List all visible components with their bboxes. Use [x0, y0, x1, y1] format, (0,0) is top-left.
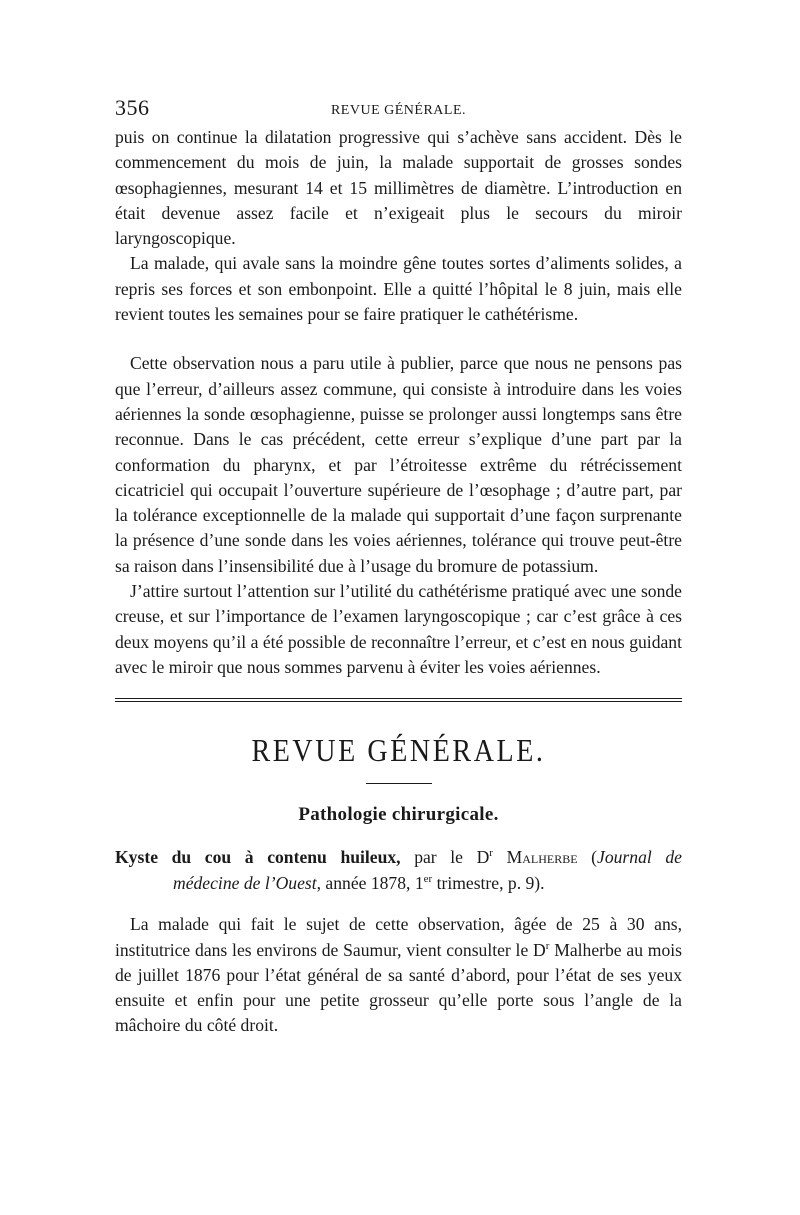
running-header [115, 95, 682, 125]
section-title: REVUE GÉNÉRALE. [251, 733, 546, 770]
article-dr-superscript: r [489, 847, 493, 860]
paragraph-5-dr-superscript: r [545, 939, 550, 952]
paragraph-4: J’attire surtout l’attention sur l’utilité du cathétérisme pratiqué avec une sonde creuse, et sur l’importance de l’examen laryngoscopique ; car c’est grâce à ces deux moyens qu’il a été possible de reconnaître l’erreur, et c’est en nous guidant avec le miroir que nous sommes parvenu à éviter les voies aériennes. [115, 581, 682, 677]
running-title: REVUE GÉNÉRALE. [330, 103, 467, 118]
title-underline [366, 783, 432, 784]
article-heading-line-1 [115, 844, 682, 870]
section-divider [115, 698, 682, 702]
document-page [115, 95, 682, 1039]
article-journal-open: ( [577, 847, 598, 868]
paragraph-5-part-1: La malade qui fait le sujet de cette observation, âgée de 25 à 30 ans, institutrice dans les environs de Saumur, vient consulter le D [115, 914, 682, 960]
article-journal-line-2: médecine de l’Ouest [173, 873, 317, 894]
paragraph-5-part-2: Malherbe au mois de juillet 1876 pour l’état général de sa santé d’abord, pour l’état de ses yeux ensuite et enfin pour une petite grosseur qu’elle porte sous l’angle de la mâchoire du côté droit. [115, 939, 682, 1036]
article-heading-line-2 [115, 870, 682, 896]
article-trimester: trimestre, p. 9). [432, 873, 545, 894]
article-ordinal-superscript: er [423, 873, 433, 886]
subsection-title: Pathologie chirurgicale. [298, 804, 499, 826]
article-heading [115, 844, 682, 896]
article-year: , année 1878, 1 [316, 873, 424, 894]
final-text [115, 912, 682, 1038]
paragraph-3: Cette observation nous a paru utile à publier, parce que nous ne pensons pas que l’erreur, d’ailleurs assez commune, qui consiste à introduire dans les voies aériennes la sonde œsophagienne, puisse se prolonger aussi longtemps sans être reconnue. Dans le cas précédent, cette erreur s’explique d’une part par la conformation du pharynx, et par l’étroitesse extrême du rétrécissement cicatriciel qui occupait l’ouverture supérieure de l’œsophage ; d’autre part, par la tolérance exceptionnelle de la malade qui supportait d’une façon surprenante la présence d’une sonde dans les voies aériennes, tolérance qui trouve peut-être sa raison dans l’insensibilité due à l’usage du bromure de potassium. [115, 353, 682, 576]
article-author: Malherbe [492, 847, 578, 868]
paragraph-5 [115, 912, 682, 1038]
body-text [115, 125, 682, 680]
paragraph-2: La malade, qui avale sans la moindre gêne toutes sortes d’aliments solides, a repris ses forces et son embonpoint. Elle a quitté l’hôpital le 8 juin, mais elle revient toutes les semaines pour se faire pratiquer le cathétérisme. [115, 253, 682, 325]
page-number: 356 [115, 95, 150, 120]
paragraph-1: puis on continue la dilatation progressive qui s’achève sans accident. Dès le commencement du mois de juin, la malade supportait de grosses sondes œsophagiennes, mesurant 14 et 15 millimètres de diamètre. L’introduction en était devenue assez facile et n’exigeait plus le secours du miroir laryngoscopique. [115, 127, 682, 249]
article-par: par le D [400, 847, 490, 868]
article-title: Kyste du cou à contenu huileux, [115, 847, 401, 868]
article-journal-line-1: Journal de [597, 847, 682, 868]
